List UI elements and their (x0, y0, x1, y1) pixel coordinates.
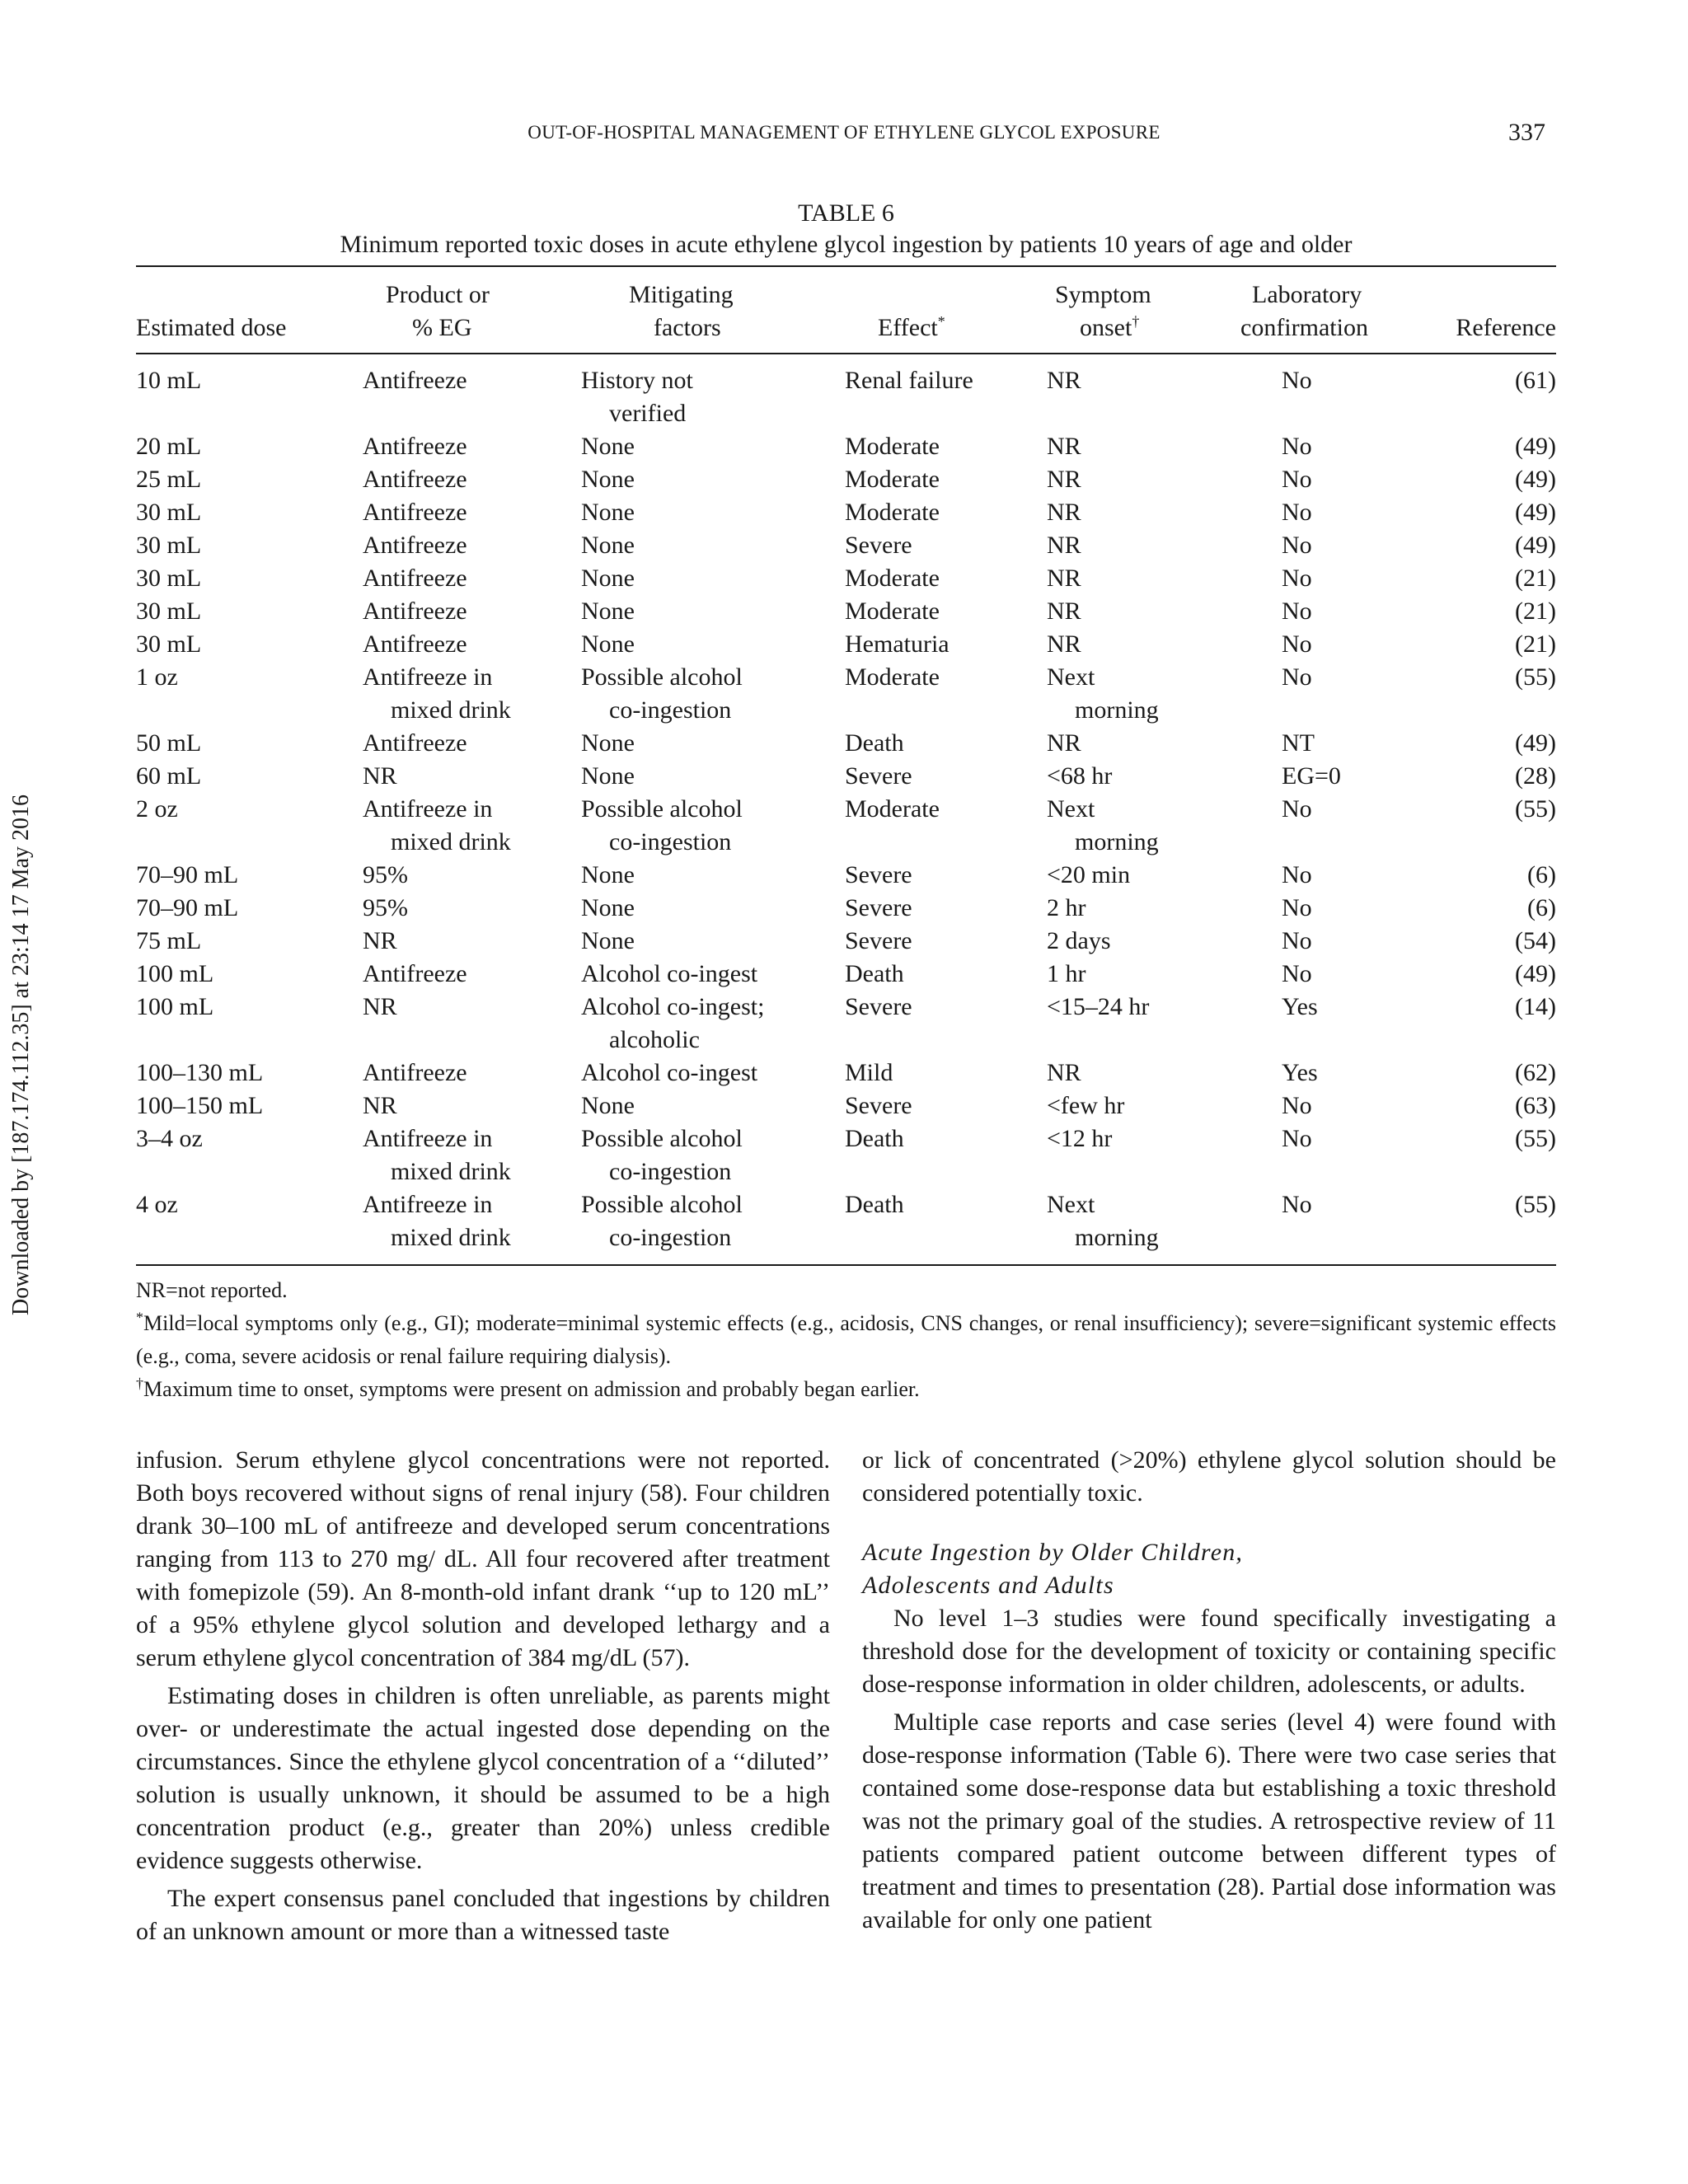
paragraph: The expert consensus panel concluded that ingestions by children of an unknown amount or more than a witnessed taste (136, 1885, 830, 1945)
cell-dose: 10 mL (136, 367, 202, 394)
cell-lab: No (1282, 894, 1312, 921)
cell-lab: No (1282, 598, 1312, 625)
cell-mitigating: None (581, 1092, 635, 1119)
cell-reference: (63) (1515, 1092, 1556, 1119)
cell-dose: 30 mL (136, 630, 202, 658)
table-row (136, 1122, 1556, 1188)
cell-onset: Next morning (1047, 1188, 1240, 1265)
cell-product: Antifreeze in mixed drink (363, 795, 511, 855)
cell-reference: (55) (1515, 795, 1556, 823)
table-row (136, 925, 1556, 958)
cell-onset: 2 hr (1047, 894, 1086, 921)
cell-onset: NR (1047, 433, 1081, 460)
dose-table (136, 267, 1556, 1266)
cell-mitigating: History not verified (581, 367, 693, 427)
cell-reference: (49) (1515, 499, 1556, 526)
table-row (136, 496, 1556, 529)
cell-dose: 30 mL (136, 532, 202, 559)
table-row (136, 760, 1556, 793)
cell-onset: NR (1047, 598, 1081, 625)
header-mitigating: Mitigating factors (581, 267, 845, 354)
cell-lab: EG=0 (1282, 762, 1341, 790)
table-row (136, 727, 1556, 760)
cell-dose: 70–90 mL (136, 894, 239, 921)
cell-onset: NR (1047, 466, 1081, 493)
cell-dose: 30 mL (136, 598, 202, 625)
cell-lab: Yes (1282, 993, 1318, 1020)
cell-reference: (49) (1515, 960, 1556, 987)
table-row (136, 793, 1556, 859)
cell-mitigating: Alcohol co-ingest (581, 960, 758, 987)
footnote-effect: *Mild=local symptoms only (e.g., GI); moderate=minimal systemic effects (e.g., acidosis, CNS changes, or renal insufficiency); severe=significant systemic effects (e.g., coma, severe acidosis or renal failure requiring dialysis). (136, 1309, 1556, 1368)
table-row (136, 958, 1556, 991)
cell-lab: No (1282, 1125, 1312, 1152)
cell-product: NR (363, 1092, 397, 1119)
cell-lab: No (1282, 367, 1312, 394)
cell-effect: Renal failure (845, 367, 973, 394)
cell-reference: (49) (1515, 466, 1556, 493)
cell-mitigating: None (581, 630, 635, 658)
cell-lab: No (1282, 663, 1312, 691)
cell-lab: No (1282, 466, 1312, 493)
table-row (136, 892, 1556, 925)
cell-product: Antifreeze (363, 532, 467, 559)
cell-product: NR (363, 927, 397, 954)
cell-onset: NR (1047, 565, 1081, 592)
cell-product: 95% (363, 861, 408, 888)
footnote-onset: †Maximum time to onset, symptoms were present on admission and probably began earlier. (136, 1375, 920, 1401)
cell-reference: (21) (1515, 630, 1556, 658)
cell-lab: No (1282, 565, 1312, 592)
cell-dose: 1 oz (136, 663, 178, 691)
table-row (136, 1090, 1556, 1122)
cell-mitigating: None (581, 729, 635, 757)
table-header-row (136, 267, 1556, 354)
cell-effect: Mild (845, 1059, 893, 1086)
table-row (136, 661, 1556, 727)
cell-effect: Death (845, 1125, 904, 1152)
cell-dose: 100–150 mL (136, 1092, 264, 1119)
table-row (136, 463, 1556, 496)
cell-lab: No (1282, 630, 1312, 658)
cell-reference: (61) (1515, 367, 1556, 394)
table-caption: Minimum reported toxic doses in acute ethylene glycol ingestion by patients 10 years of age and older (340, 231, 1353, 258)
header-product: Product or % EG (363, 267, 581, 354)
cell-reference: (55) (1414, 1188, 1556, 1265)
cell-reference: (6) (1527, 861, 1556, 888)
cell-product: Antifreeze (363, 367, 467, 394)
table-row (136, 628, 1556, 661)
cell-product: Antifreeze (363, 630, 467, 658)
cell-onset: NR (1047, 532, 1081, 559)
cell-effect: Severe (845, 927, 912, 954)
table-row (136, 1057, 1556, 1090)
cell-mitigating: Alcohol co-ingest (581, 1059, 758, 1086)
cell-dose: 100 mL (136, 960, 214, 987)
cell-effect: Moderate (845, 795, 940, 823)
page-number: 337 (1508, 119, 1545, 146)
cell-dose: 100–130 mL (136, 1059, 264, 1086)
table-row (136, 354, 1556, 430)
cell-dose: 30 mL (136, 499, 202, 526)
table-row (136, 529, 1556, 562)
cell-lab: No (1282, 927, 1312, 954)
cell-reference: (21) (1515, 565, 1556, 592)
table-row (136, 430, 1556, 463)
download-watermark (8, 766, 41, 1343)
cell-dose: 50 mL (136, 729, 202, 757)
cell-product: Antifreeze (363, 565, 467, 592)
cell-dose: 2 oz (136, 795, 178, 823)
cell-product: Antifreeze (363, 1059, 467, 1086)
cell-lab: No (1282, 795, 1312, 823)
cell-onset: 2 days (1047, 927, 1111, 954)
table-footnotes (136, 1274, 1556, 1406)
cell-product: Antifreeze (363, 466, 467, 493)
cell-reference: (14) (1515, 993, 1556, 1020)
cell-effect: Moderate (845, 565, 940, 592)
cell-onset: Next morning (1047, 795, 1159, 855)
cell-reference: (49) (1515, 532, 1556, 559)
cell-reference: (28) (1515, 762, 1556, 790)
cell-onset: <15–24 hr (1047, 993, 1150, 1020)
header-lab: Laboratory confirmation (1240, 267, 1414, 354)
cell-product: Antifreeze (363, 729, 467, 757)
cell-mitigating: None (581, 499, 635, 526)
cell-onset: <few hr (1047, 1092, 1125, 1119)
cell-lab: No (1282, 532, 1312, 559)
cell-mitigating: None (581, 861, 635, 888)
cell-onset: 1 hr (1047, 960, 1086, 987)
cell-product: Antifreeze in mixed drink (363, 663, 511, 724)
cell-effect: Death (845, 729, 904, 757)
cell-effect: Death (845, 960, 904, 987)
cell-effect: Severe (845, 1092, 912, 1119)
paragraph: Multiple case reports and case series (level 4) were found with dose-response information (Table 6). There were two case series that contained some dose-response data but establishing a toxic threshold was not the primary goal of the studies. A retrospective review of 11 patients compared patient outcome between different types of treatment and times to presentation (28). Partial dose information was available for only one patient (862, 1708, 1556, 1933)
footnote-nr: NR=not reported. (136, 1278, 288, 1302)
cell-mitigating: None (581, 532, 635, 559)
paragraph: or lick of concentrated (>20%) ethylene glycol solution should be considered potentially toxic. (862, 1446, 1556, 1507)
cell-lab: No (1282, 433, 1312, 460)
cell-mitigating: None (581, 927, 635, 954)
cell-lab: Yes (1282, 1059, 1318, 1086)
cell-lab: No (1282, 499, 1312, 526)
cell-product: Antifreeze (363, 433, 467, 460)
header-effect: Effect* (845, 267, 1047, 354)
cell-reference: (55) (1515, 1125, 1556, 1152)
cell-onset: <12 hr (1047, 1125, 1113, 1152)
cell-dose: 75 mL (136, 927, 202, 954)
download-watermark-text: Downloaded by [187.174.112.35] at 23:14 17 May 2016 (8, 794, 34, 1315)
cell-mitigating: None (581, 598, 635, 625)
cell-product: Antifreeze (363, 499, 467, 526)
cell-product: NR (363, 993, 397, 1020)
cell-lab: No (1282, 861, 1312, 888)
cell-onset: NR (1047, 630, 1081, 658)
cell-product: Antifreeze in mixed drink (363, 1188, 581, 1265)
cell-dose: 3–4 oz (136, 1125, 203, 1152)
cell-lab: NT (1282, 729, 1315, 757)
cell-mitigating: None (581, 894, 635, 921)
cell-mitigating: Alcohol co-ingest; alcoholic (581, 993, 765, 1053)
cell-effect: Severe (845, 861, 912, 888)
table-label: TABLE 6 (798, 199, 894, 227)
header-dose: Estimated dose (136, 267, 363, 354)
cell-onset: NR (1047, 499, 1081, 526)
header-onset: Symptom onset† (1047, 267, 1240, 354)
cell-dose: 30 mL (136, 565, 202, 592)
cell-reference: (49) (1515, 729, 1556, 757)
section-subheading: Acute Ingestion by Older Children, Adolescents and Adults (862, 1539, 1244, 1599)
cell-lab: No (1240, 1188, 1414, 1265)
cell-reference: (21) (1515, 598, 1556, 625)
cell-reference: (62) (1515, 1059, 1556, 1086)
cell-effect: Severe (845, 993, 912, 1020)
running-title: OUT-OF-HOSPITAL MANAGEMENT OF ETHYLENE GLYCOL EXPOSURE (528, 122, 1160, 143)
table-row (136, 859, 1556, 892)
cell-onset: Next morning (1047, 663, 1159, 724)
header-reference: Reference (1414, 267, 1556, 354)
table-row (136, 595, 1556, 628)
paragraph: No level 1–3 studies were found specifically investigating a threshold dose for the development of toxicity or containing specific dose-response information in older children, adolescents, or adults. (862, 1605, 1556, 1698)
cell-mitigating: Possible alcohol co-ingestion (581, 663, 743, 724)
cell-product: Antifreeze (363, 598, 467, 625)
body-column-left (136, 1444, 830, 1948)
cell-mitigating: None (581, 762, 635, 790)
table-row (136, 1188, 1556, 1265)
cell-mitigating: Possible alcohol co-ingestion (581, 1188, 845, 1265)
cell-dose: 25 mL (136, 466, 202, 493)
cell-reference: (6) (1527, 894, 1556, 921)
cell-onset: NR (1047, 1059, 1081, 1086)
cell-lab: No (1282, 960, 1312, 987)
table-row (136, 562, 1556, 595)
cell-effect: Moderate (845, 598, 940, 625)
cell-lab: No (1282, 1092, 1312, 1119)
cell-onset: <68 hr (1047, 762, 1113, 790)
cell-mitigating: None (581, 565, 635, 592)
cell-dose: 20 mL (136, 433, 202, 460)
cell-onset: NR (1047, 729, 1081, 757)
paragraph: infusion. Serum ethylene glycol concentrations were not reported. Both boys recovered without signs of renal injury (58). Four children drank 30–100 mL of antifreeze and developed serum concentrations ranging from 113 to 270 mg/ dL. All four recovered after treatment with fomepizole (59). An 8-month-old infant drank ‘‘up to 120 mL’’ of a 95% ethylene glycol solution and developed lethargy and a serum ethylene glycol concentration of 384 mg/dL (57). (136, 1446, 830, 1671)
cell-product: 95% (363, 894, 408, 921)
cell-effect: Hematuria (845, 630, 950, 658)
table-6 (136, 198, 1556, 1406)
cell-dose: 100 mL (136, 993, 214, 1020)
cell-effect: Moderate (845, 499, 940, 526)
cell-mitigating: Possible alcohol co-ingestion (581, 1125, 743, 1185)
cell-dose: 60 mL (136, 762, 202, 790)
table-row (136, 991, 1556, 1057)
cell-effect: Severe (845, 532, 912, 559)
cell-reference: (49) (1515, 433, 1556, 460)
cell-effect: Death (845, 1188, 1047, 1265)
cell-effect: Moderate (845, 433, 940, 460)
cell-effect: Moderate (845, 663, 940, 691)
body-column-right (862, 1444, 1556, 1937)
cell-mitigating: Possible alcohol co-ingestion (581, 795, 743, 855)
cell-dose: 70–90 mL (136, 861, 239, 888)
cell-onset: NR (1047, 367, 1081, 394)
cell-effect: Moderate (845, 466, 940, 493)
cell-reference: (55) (1515, 663, 1556, 691)
cell-product: Antifreeze in mixed drink (363, 1125, 511, 1185)
paragraph: Estimating doses in children is often unreliable, as parents might over- or underestimate the actual ingested dose depending on the circumstances. Since the ethylene glycol concentration of a ‘‘diluted’’ solution is usually unknown, it should be assumed to be a high concentration product (e.g., greater than 20%) unless credible evidence suggests otherwise. (136, 1682, 830, 1874)
cell-dose: 4 oz (136, 1188, 363, 1265)
cell-onset: <20 min (1047, 861, 1131, 888)
cell-product: NR (363, 762, 397, 790)
cell-product: Antifreeze (363, 960, 467, 987)
cell-mitigating: None (581, 433, 635, 460)
cell-effect: Severe (845, 762, 912, 790)
cell-effect: Severe (845, 894, 912, 921)
cell-mitigating: None (581, 466, 635, 493)
cell-reference: (54) (1515, 927, 1556, 954)
